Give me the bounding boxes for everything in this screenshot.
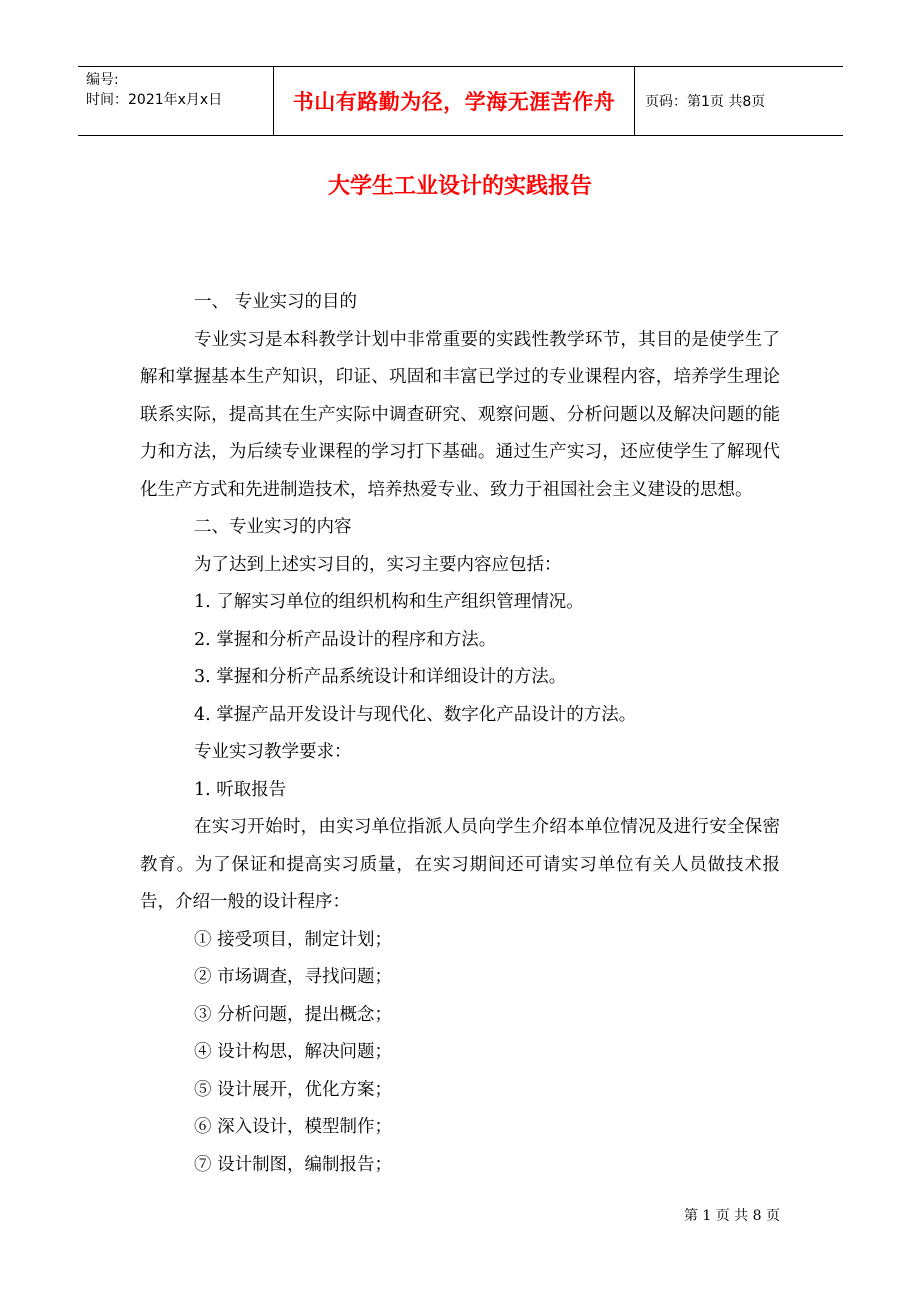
header-motto: 书山有路勤为径，学海无涯苦作舟: [292, 90, 616, 114]
section-1-heading: 一、 专业实习的目的: [194, 292, 358, 312]
requirements-heading: 专业实习教学要求：: [194, 742, 352, 762]
section-1-paragraph: 专业实习是本科教学计划中非常重要的实践性教学环节，其目的是使学生了解和掌握基本生产知识，印证、巩固和丰富已学过的专业课程内容，培养学生理论联系实际，提高其在生产实际中调查研究、观察问题、分析问题以及解决问题的能力和方法，为后续专业课程的学习打下基础。通过生产实习，还应使学生了解现代化生产方式和先进制造技术，培养热爱专业、致力于祖国社会主义建设的思想。: [140, 329, 780, 500]
section-2-intro: 为了达到上述实习目的，实习主要内容应包括：: [194, 554, 562, 575]
step-item: ⑥ 深入设计，模型制作；: [194, 1117, 393, 1137]
date-label: 时间：2021年x月x日: [86, 92, 223, 108]
step-item: ⑦ 设计制图，编制报告；: [194, 1154, 393, 1175]
header-page-cell: [635, 67, 843, 135]
step-item: ④ 设计构思，解决问题；: [194, 1042, 393, 1062]
requirement-item: 1. 听取报告: [194, 779, 287, 800]
page-header: [78, 66, 843, 136]
document-title: 大学生工业设计的实践报告: [327, 174, 592, 199]
requirements-paragraph: 在实习开始时，由实习单位指派人员向学生介绍本单位情况及进行安全保密教育。为了保证和提高实习质量，在实习期间还可请实习单位有关人员做技术报告，介绍一般的设计程序：: [140, 817, 780, 912]
step-item: ⑤ 设计展开，优化方案；: [194, 1079, 393, 1100]
header-page-code: 页码：第1页 共8页: [645, 94, 766, 110]
list-item: 4. 掌握产品开发设计与现代化、数字化产品设计的方法。: [194, 704, 637, 725]
section-2-heading: 二、专业实习的内容: [194, 517, 352, 537]
document-body: [140, 284, 780, 1184]
list-item: 3. 掌握和分析产品系统设计和详细设计的方法。: [194, 667, 567, 687]
serial-number-label: 编号:: [86, 72, 119, 88]
list-item: 2. 掌握和分析产品设计的程序和方法。: [194, 629, 497, 650]
page-footer: 第 1 页 共 8 页: [683, 1208, 780, 1224]
header-info-cell: [78, 67, 273, 135]
list-item: 1. 了解实习单位的组织机构和生产组织管理情况。: [194, 592, 584, 612]
step-item: ① 接受项目，制定计划；: [194, 929, 393, 950]
step-item: ③ 分析问题，提出概念；: [194, 1004, 393, 1025]
header-motto-cell: [273, 67, 635, 135]
step-item: ② 市场调查，寻找问题；: [194, 967, 393, 987]
